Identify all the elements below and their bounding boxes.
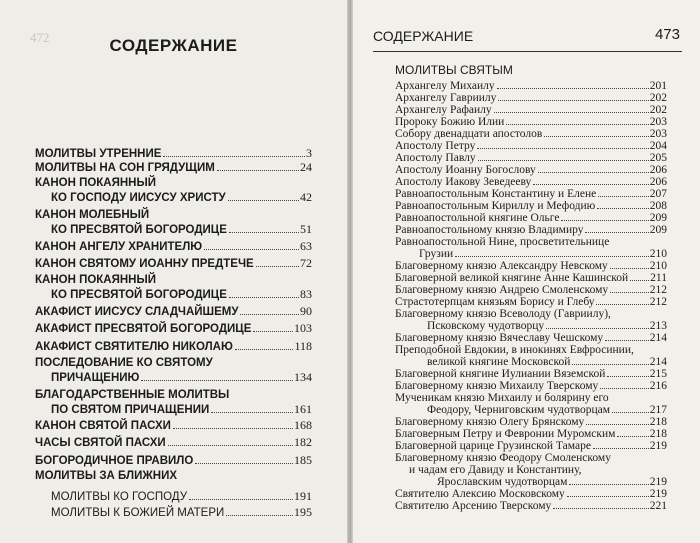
dot-leader [538,172,649,173]
toc-entry-text: Благоверной великой княгине Анне Кашинской [395,272,629,284]
running-head: СОДЕРЖАНИЕ [373,28,474,44]
dot-leader [141,380,293,381]
toc-page-number: 219 [649,476,667,488]
toc-entry [395,224,667,236]
dot-leader [195,463,293,464]
toc-page-number: 209 [649,224,667,236]
toc-entry-text: БЛАГОДАРСТВЕННЫЕ МОЛИТВЫ [35,389,230,401]
toc-page-number: 195 [294,505,312,519]
dot-leader [497,88,649,89]
dot-leader [235,349,294,350]
toc-entry [395,284,667,296]
toc-entry [395,92,667,104]
dot-leader [600,388,648,389]
toc-entry-text: КАНОН ПОКАЯННЫЙ [35,177,157,189]
dot-leader [546,328,649,329]
section-title: МОЛИТВЫ СВЯТЫМ [395,63,513,77]
toc-entry [35,146,312,161]
toc-entry [395,116,667,128]
toc-entry-text: великой княгине Московской [427,356,571,368]
toc-entry-text: Благоверному князю Андрею Смоленскому [395,284,609,296]
toc-page-number: 215 [649,368,667,380]
toc-page-number: 214 [649,356,667,368]
toc-entry-text: Благоверному князю Феодору Смоленскому [395,452,611,464]
toc-page-number: 209 [649,212,667,224]
toc-entry-text: Святителю Алексию Московскому [395,488,565,500]
dot-leader [553,508,648,509]
toc-entry-text: КАНОН ПОКАЯННЫЙ [35,274,157,286]
toc-entry-text: Архангелу Рафаилу [395,104,492,116]
dot-leader [173,428,293,429]
dot-leader [226,515,293,516]
toc-page-number: 218 [649,416,667,428]
toc-page-number: 204 [649,140,667,152]
toc-entry-text: КО ГОСПОДУ ИИСУСУ ХРИСТУ [51,192,226,204]
toc-entry-text: и чадам его Давиду и Константину, [409,464,582,476]
toc-entry-text: АКАФИСТ ПРЕСВЯТОЙ БОГОРОДИЦЕ [35,323,252,335]
dot-leader [561,220,648,221]
toc-page-number: 72 [300,256,312,270]
toc-entry-text: Апостолу Иоанну Богослову [395,164,536,176]
toc-entry [395,428,667,440]
toc-page-number: 210 [649,260,667,272]
toc-entry [395,392,667,416]
toc-entry-text: Благоверной княгине Иулиании Вяземской [395,368,606,380]
toc-entry-text: КАНОН СВЯТОМУ ИОАННУ ПРЕДТЕЧЕ [35,258,254,270]
toc-entry [35,418,312,433]
toc-entry [395,296,667,308]
dot-leader [596,304,648,305]
dot-leader [605,340,649,341]
toc-entry [395,500,667,512]
toc-page-number: 3 [306,146,312,160]
toc-entry [395,272,667,284]
toc-page-number: 208 [649,200,667,212]
toc-entry-text: Страстотерпцам князьям Борису и Глебу [395,296,595,308]
toc-page-number: 219 [649,488,667,500]
toc-entry-text: ПРИЧАЩЕНИЮ [51,372,140,384]
toc-entry-text: Благоверному князю Михаилу Тверскому [395,380,599,392]
toc-entry [395,104,667,116]
toc-page-number: 207 [649,188,667,200]
toc-entry-text: Равноапостольным Константину и Елене [395,188,597,200]
toc-entry [35,453,312,468]
toc-page-number: 24 [300,160,312,174]
toc-page-number: 221 [649,500,667,512]
toc-entry-text: Апостолу Петру [395,140,476,152]
dot-leader [610,292,649,293]
toc-page-number: 218 [649,428,667,440]
toc-entry-text: Пророку Божию Илии [395,116,505,128]
toc-entry [35,339,312,354]
toc-entry-text: КО ПРЕСВЯТОЙ БОГОРОДИЦЕ [51,289,227,301]
toc-entry-text: Архангелу Гавриилу [395,92,497,104]
toc-entry [35,435,312,450]
dot-leader [229,297,299,298]
toc-entry-text: ПО СВЯТОМ ПРИЧАЩЕНИИ [51,404,210,416]
dot-leader [598,196,649,197]
toc-page-number: 212 [649,296,667,308]
toc-page-number: 219 [649,440,667,452]
dot-leader [478,160,649,161]
toc-entry-text: Благоверному князю Всеволоду (Гавриилу), [395,308,611,320]
dot-leader [585,232,648,233]
toc-entry-text: Псковскому чудотворцу [427,320,545,332]
toc-entry [35,176,312,205]
toc-page-number: 206 [649,176,667,188]
toc-entry-text: МОЛИТВЫ УТРЕННИЕ [35,148,162,160]
dot-leader [506,124,648,125]
toc-page-number: 42 [300,190,312,204]
toc-entry [395,416,667,428]
toc-entry-text: БОГОРОДИЧНОЕ ПРАВИЛО [35,455,194,467]
dot-leader [455,256,649,257]
toc-page-number: 182 [294,435,312,449]
toc-page-number: 217 [649,404,667,416]
toc-entry-text: Равноапостольной Нине, просветительнице [395,236,610,248]
dot-leader [612,412,649,413]
toc-entry-text: МОЛИТВЫ ЗА БЛИЖНИХ [35,470,178,482]
toc-page-number: 216 [649,380,667,392]
toc-entry [395,176,667,188]
toc-entry-text: Святителю Арсению Тверскому [395,500,552,512]
dot-leader [256,266,299,267]
header-rule [373,51,682,52]
dot-leader [607,376,648,377]
dot-leader [211,412,293,413]
dot-leader [533,184,648,185]
dot-leader [229,232,299,233]
toc-page-number: 211 [650,272,667,284]
dot-leader [597,208,649,209]
dot-leader [228,200,299,201]
toc-entry [35,321,312,336]
dot-leader [617,436,648,437]
toc-page-number: 206 [649,164,667,176]
toc-entry [395,308,667,332]
dot-leader [630,280,649,281]
toc-entry-text: Ярославским чудотворцам [437,476,568,488]
dot-leader [572,364,648,365]
page-number: 473 [654,26,680,43]
toc-entry [35,160,312,175]
toc-entry-text: Архангелу Михаилу [395,80,495,92]
toc-entry-text: Собору двенадцати апостолов [395,128,543,140]
toc-entry [35,239,312,254]
toc-entry [35,304,312,319]
dot-leader [217,170,299,171]
toc-page-number: 103 [294,321,312,335]
toc-entry [395,140,667,152]
toc-entry [395,200,667,212]
toc-page-number: 63 [300,239,312,253]
toc-entry [395,368,667,380]
toc-entry-text: Благоверному князю Александру Невскому [395,260,608,272]
dot-leader [204,249,299,250]
dot-leader [567,496,649,497]
toc-entry-text: МОЛИТВЫ КО ГОСПОДУ [51,491,188,503]
toc-entry-text: АКАФИСТ ИИСУСУ СЛАДЧАЙШЕМУ [35,306,239,318]
toc-page-number: 202 [649,92,667,104]
dot-leader [240,314,299,315]
toc-page-number: 168 [294,418,312,432]
toc-entry-text: Преподобной Евдокии, в инокинях Евфросинии, [395,344,634,356]
toc-page-number: 201 [649,80,667,92]
toc-entry-text: Равноапостольному князю Владимиру [395,224,584,236]
toc-entry-text: Благоверному князю Олегу Брянскому [395,416,585,428]
toc-entry [35,469,312,483]
dot-leader [586,424,648,425]
toc-entry-text: ПОСЛЕДОВАНИЕ КО СВЯТОМУ [35,357,213,369]
toc-entry-text: Грузии [419,248,454,260]
toc-entry [395,332,667,344]
toc-entry-text: МОЛИТВЫ НА СОН ГРЯДУЩИМ [35,162,215,174]
toc-entry [35,356,312,385]
toc-entry-text: Мученикам князю Михаилу и болярину его [395,392,609,404]
toc-entry [395,452,667,488]
bleed-through-page-number: 472 [30,30,50,45]
toc-entry [395,236,667,260]
toc-entry [395,440,667,452]
toc-entry [35,208,312,237]
toc-entry [395,380,667,392]
toc-entry [35,388,312,417]
toc-entry [395,152,667,164]
dot-leader [593,448,649,449]
toc-entry [395,260,667,272]
toc-entry-text: КАНОН АНГЕЛУ ХРАНИТЕЛЮ [35,241,203,253]
dot-leader [569,484,648,485]
toc-page-number: 212 [649,284,667,296]
dot-leader [189,499,293,500]
dot-leader [494,112,649,113]
left-page [0,0,347,543]
dot-leader [253,331,293,332]
toc-page-number: 203 [649,116,667,128]
dot-leader [168,445,293,446]
toc-page-number: 134 [294,370,312,384]
toc-entry-text: Апостолу Иакову Зеведееву [395,176,532,188]
toc-page-number: 203 [649,128,667,140]
toc-entry [395,128,667,140]
right-page [353,0,700,543]
toc-entry-text: Апостолу Павлу [395,152,476,164]
contents-title: СОДЕРЖАНИЕ [109,36,238,55]
toc-page-number: 51 [300,222,312,236]
toc-page-number: 83 [300,287,312,301]
toc-entry [35,273,312,302]
toc-entry-text: Благоверному князю Вячеславу Чешскому [395,332,604,344]
dot-leader [498,100,648,101]
toc-entry [35,256,312,271]
toc-entry-text: КАНОН МОЛЕБНЫЙ [35,209,150,221]
toc-page-number: 90 [300,304,312,318]
toc-page-number: 118 [294,339,312,353]
toc-page-number: 205 [649,152,667,164]
toc-entry-text: КАНОН СВЯТОЙ ПАСХИ [35,420,171,432]
toc-page-number: 213 [649,320,667,332]
toc-entry [35,505,312,520]
toc-entry-text: КО ПРЕСВЯТОЙ БОГОРОДИЦЕ [51,224,227,236]
toc-entry [35,489,312,504]
toc-entry-text: Благоверным Петру и Февронии Муромским [395,428,616,440]
toc-page-number: 214 [649,332,667,344]
toc-entry [395,212,667,224]
toc-entry-text: Феодору, Черниговским чудотворцам [427,404,611,416]
toc-entry-text: Равноапостольным Кириллу и Мефодию [395,200,596,212]
toc-entry-text: Благоверной царице Грузинской Тамаре [395,440,591,452]
toc-entry-text: АКАФИСТ СВЯТИТЕЛЮ НИКОЛАЮ [35,341,233,353]
toc-page-number: 185 [294,453,312,467]
toc-entry [395,80,667,92]
toc-entry [395,344,667,368]
dot-leader [544,136,648,137]
toc-entry [395,488,667,500]
dot-leader [163,156,305,157]
dot-leader [477,148,648,149]
toc-entry [395,164,667,176]
toc-entry-text: Равноапостольной княгине Ольге [395,212,560,224]
toc-page-number: 191 [294,489,312,503]
toc-entry [395,188,667,200]
dot-leader [610,268,649,269]
toc-entry-text: МОЛИТВЫ К БОЖИЕЙ МАТЕРИ [51,507,225,519]
toc-page-number: 161 [294,402,312,416]
toc-page-number: 210 [649,248,667,260]
toc-entry-text: ЧАСЫ СВЯТОЙ ПАСХИ [35,437,166,449]
toc-page-number: 202 [649,104,667,116]
